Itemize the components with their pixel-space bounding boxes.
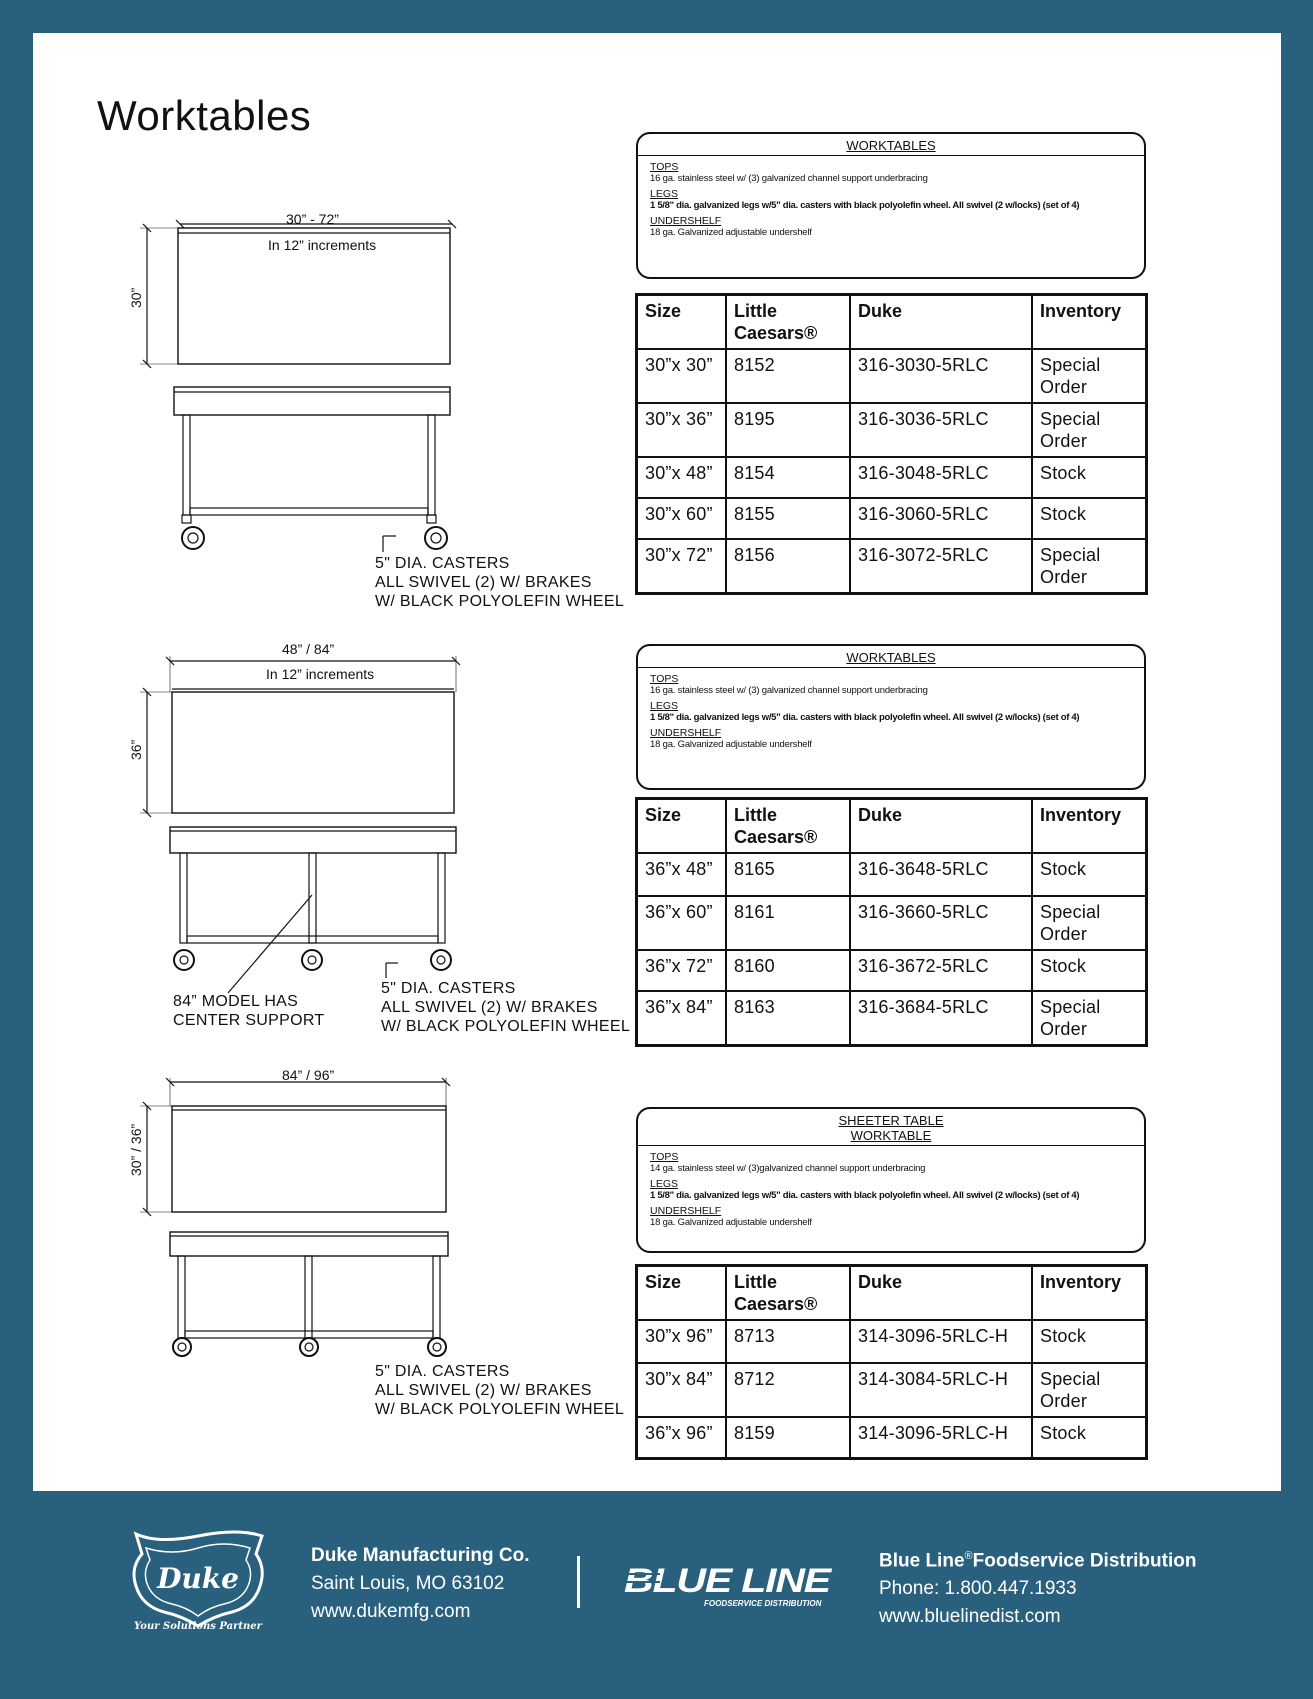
cell-little-caesars: 8165 bbox=[726, 853, 850, 896]
spec-box-1 bbox=[636, 132, 1146, 279]
legs-text: 1 5/8" dia. galvanized legs w/5" dia. casters with black polyolefin wheel. All swivel (2 w/locks) (set of 4) bbox=[650, 1190, 1080, 1201]
cell-inventory: Special Order bbox=[1032, 539, 1147, 594]
cell-size: 30”x 30” bbox=[637, 349, 727, 403]
table-row bbox=[637, 950, 1147, 991]
undershelf-heading: UNDERSHELF bbox=[650, 727, 722, 739]
table-row bbox=[637, 991, 1147, 1046]
drawing-1-increment: In 12” increments bbox=[268, 237, 377, 253]
drawing-1-front-view bbox=[174, 387, 450, 552]
blue-line-logo-sub: FOODSERVICE DISTRIBUTION bbox=[704, 1599, 822, 1608]
spec-box-title: WORKTABLES bbox=[638, 134, 1144, 156]
cell-inventory: Special Order bbox=[1032, 896, 1147, 950]
tops-text: 16 ga. stainless steel w/ (3) galvanized channel support underbracing bbox=[650, 685, 928, 696]
legs-text: 1 5/8" dia. galvanized legs w/5" dia. casters with black polyolefin wheel. All swivel (2 w/locks) (set of 4) bbox=[650, 200, 1080, 211]
cell-duke: 314-3084-5RLC-H bbox=[850, 1363, 1032, 1417]
table-row bbox=[637, 498, 1147, 539]
tops-text: 14 ga. stainless steel w/ (3)galvanized channel support underbracing bbox=[650, 1163, 926, 1174]
cell-duke: 314-3096-5RLC-H bbox=[850, 1320, 1032, 1363]
drawing-1-caster-note: 5" DIA. CASTERS ALL SWIVEL (2) W/ BRAKES W/ BLACK POLYOLEFIN WHEEL bbox=[375, 555, 625, 610]
cell-duke: 316-3060-5RLC bbox=[850, 498, 1032, 539]
cell-little-caesars: 8155 bbox=[726, 498, 850, 539]
cell-little-caesars: 8161 bbox=[726, 896, 850, 950]
cell-little-caesars: 8156 bbox=[726, 539, 850, 594]
table-row bbox=[637, 539, 1147, 594]
table-row bbox=[637, 1320, 1147, 1363]
blue-line-name: Blue Line®Foodservice Distribution bbox=[879, 1550, 1197, 1572]
undershelf-heading: UNDERSHELF bbox=[650, 1205, 722, 1217]
header-duke: Duke bbox=[850, 295, 1032, 350]
undershelf-text: 18 ga. Galvanized adjustable undershelf bbox=[650, 227, 812, 238]
blue-line-logo bbox=[620, 1560, 840, 1610]
cell-little-caesars: 8163 bbox=[726, 991, 850, 1046]
tops-heading: TOPS bbox=[650, 673, 679, 685]
cell-duke: 316-3672-5RLC bbox=[850, 950, 1032, 991]
table-row bbox=[637, 1363, 1147, 1417]
cell-inventory: Special Order bbox=[1032, 1363, 1147, 1417]
cell-inventory: Special Order bbox=[1032, 403, 1147, 457]
cell-inventory: Stock bbox=[1032, 1417, 1147, 1458]
cell-duke: 314-3096-5RLC-H bbox=[850, 1417, 1032, 1458]
table-row bbox=[637, 349, 1147, 403]
drawing-3-front-view bbox=[170, 1232, 448, 1356]
drawing-3-caster-note: 5" DIA. CASTERS ALL SWIVEL (2) W/ BRAKES W/ BLACK POLYOLEFIN WHEEL bbox=[375, 1363, 625, 1418]
cell-little-caesars: 8152 bbox=[726, 349, 850, 403]
cell-size: 30”x 84” bbox=[637, 1363, 727, 1417]
tops-heading: TOPS bbox=[650, 161, 679, 173]
cell-size: 36”x 60” bbox=[637, 896, 727, 950]
duke-company: Duke Manufacturing Co. bbox=[311, 1545, 530, 1566]
cell-inventory: Stock bbox=[1032, 457, 1147, 498]
cell-size: 36”x 48” bbox=[637, 853, 727, 896]
worktables-table-2 bbox=[635, 797, 1148, 1047]
cell-little-caesars: 8160 bbox=[726, 950, 850, 991]
tops-heading: TOPS bbox=[650, 1151, 679, 1163]
cell-little-caesars: 8713 bbox=[726, 1320, 850, 1363]
header-size: Size bbox=[637, 799, 727, 854]
cell-duke: 316-3048-5RLC bbox=[850, 457, 1032, 498]
drawing-3-depth-dim: 30” / 36” bbox=[128, 1123, 144, 1176]
cell-duke: 316-3030-5RLC bbox=[850, 349, 1032, 403]
cell-little-caesars: 8159 bbox=[726, 1417, 850, 1458]
undershelf-heading: UNDERSHELF bbox=[650, 215, 722, 227]
cell-little-caesars: 8154 bbox=[726, 457, 850, 498]
worktables-table-1 bbox=[635, 293, 1148, 595]
duke-contact bbox=[311, 1542, 530, 1626]
header-size: Size bbox=[637, 295, 727, 350]
undershelf-text: 18 ga. Galvanized adjustable undershelf bbox=[650, 1217, 812, 1228]
cell-size: 30”x 48” bbox=[637, 457, 727, 498]
cell-inventory: Special Order bbox=[1032, 349, 1147, 403]
cell-duke: 316-3072-5RLC bbox=[850, 539, 1032, 594]
table-row bbox=[637, 896, 1147, 950]
header-size: Size bbox=[637, 1266, 727, 1321]
cell-inventory: Stock bbox=[1032, 498, 1147, 539]
tops-text: 16 ga. stainless steel w/ (3) galvanized channel support underbracing bbox=[650, 173, 928, 184]
cell-size: 36”x 72” bbox=[637, 950, 727, 991]
duke-tagline: Your Solutions Partner bbox=[134, 1621, 262, 1632]
cell-size: 30”x 60” bbox=[637, 498, 727, 539]
spec-box-3 bbox=[636, 1107, 1146, 1253]
drawing-1-depth-dim: 30” bbox=[128, 287, 144, 308]
footer-divider bbox=[577, 1556, 580, 1608]
table-row bbox=[637, 457, 1147, 498]
header-inventory: Inventory bbox=[1032, 1266, 1147, 1321]
cell-little-caesars: 8712 bbox=[726, 1363, 850, 1417]
duke-logo bbox=[128, 1528, 270, 1633]
cell-size: 30”x 96” bbox=[637, 1320, 727, 1363]
blue-line-logo-text: BLUE LINE bbox=[624, 1562, 833, 1600]
header-duke: Duke bbox=[850, 1266, 1032, 1321]
sheeter-table bbox=[635, 1264, 1148, 1460]
duke-website[interactable]: www.dukemfg.com bbox=[311, 1601, 471, 1622]
drawing-2-caster-note: 5" DIA. CASTERS ALL SWIVEL (2) W/ BRAKES W/ BLACK POLYOLEFIN WHEEL bbox=[381, 980, 631, 1035]
cell-size: 36”x 84” bbox=[637, 991, 727, 1046]
table-row bbox=[637, 1417, 1147, 1458]
legs-heading: LEGS bbox=[650, 700, 679, 712]
duke-logo-text: Duke bbox=[157, 1562, 239, 1595]
cell-little-caesars: 8195 bbox=[726, 403, 850, 457]
undershelf-text: 18 ga. Galvanized adjustable undershelf bbox=[650, 739, 812, 750]
cell-duke: 316-3684-5RLC bbox=[850, 991, 1032, 1046]
cell-duke: 316-3660-5RLC bbox=[850, 896, 1032, 950]
cell-duke: 316-3648-5RLC bbox=[850, 853, 1032, 896]
spec-box-title: SHEETER TABLE WORKTABLE bbox=[638, 1109, 1144, 1146]
duke-address: Saint Louis, MO 63102 bbox=[311, 1573, 505, 1594]
drawing-2-support-note: 84” MODEL HAS CENTER SUPPORT bbox=[173, 993, 325, 1029]
blue-line-phone: Phone: 1.800.447.1933 bbox=[879, 1578, 1077, 1600]
drawing-2-width-dim: 48” / 84” bbox=[282, 641, 335, 657]
table-row bbox=[637, 853, 1147, 896]
cell-inventory: Stock bbox=[1032, 853, 1147, 896]
header-inventory: Inventory bbox=[1032, 295, 1147, 350]
spec-box-title: WORKTABLES bbox=[638, 646, 1144, 668]
legs-text: 1 5/8" dia. galvanized legs w/5" dia. casters with black polyolefin wheel. All swivel (2 w/locks) (set of 4) bbox=[650, 712, 1080, 723]
drawing-2-front-view bbox=[170, 827, 456, 993]
blue-line-contact bbox=[879, 1542, 1196, 1631]
drawing-1-width-dim: 30” - 72” bbox=[286, 211, 339, 227]
cell-inventory: Stock bbox=[1032, 1320, 1147, 1363]
cell-inventory: Stock bbox=[1032, 950, 1147, 991]
header-duke: Duke bbox=[850, 799, 1032, 854]
legs-heading: LEGS bbox=[650, 1178, 679, 1190]
cell-size: 30”x 36” bbox=[637, 403, 727, 457]
header-little-caesars: Little Caesars® bbox=[726, 295, 850, 350]
header-inventory: Inventory bbox=[1032, 799, 1147, 854]
cell-size: 30”x 72” bbox=[637, 539, 727, 594]
cell-inventory: Special Order bbox=[1032, 991, 1147, 1046]
drawing-3-top-view bbox=[140, 1078, 450, 1216]
header-little-caesars: Little Caesars® bbox=[726, 799, 850, 854]
spec-box-2 bbox=[636, 644, 1146, 790]
cell-duke: 316-3036-5RLC bbox=[850, 403, 1032, 457]
page-title: Worktables bbox=[97, 92, 312, 139]
drawing-3-width-dim: 84” / 96” bbox=[282, 1067, 335, 1083]
legs-heading: LEGS bbox=[650, 188, 679, 200]
header-little-caesars: Little Caesars® bbox=[726, 1266, 850, 1321]
drawing-2-increment: In 12” increments bbox=[266, 666, 375, 682]
drawing-2-depth-dim: 36” bbox=[128, 739, 144, 760]
table-row bbox=[637, 403, 1147, 457]
cell-size: 36”x 96” bbox=[637, 1417, 727, 1458]
blue-line-website[interactable]: www.bluelinedist.com bbox=[879, 1606, 1061, 1628]
